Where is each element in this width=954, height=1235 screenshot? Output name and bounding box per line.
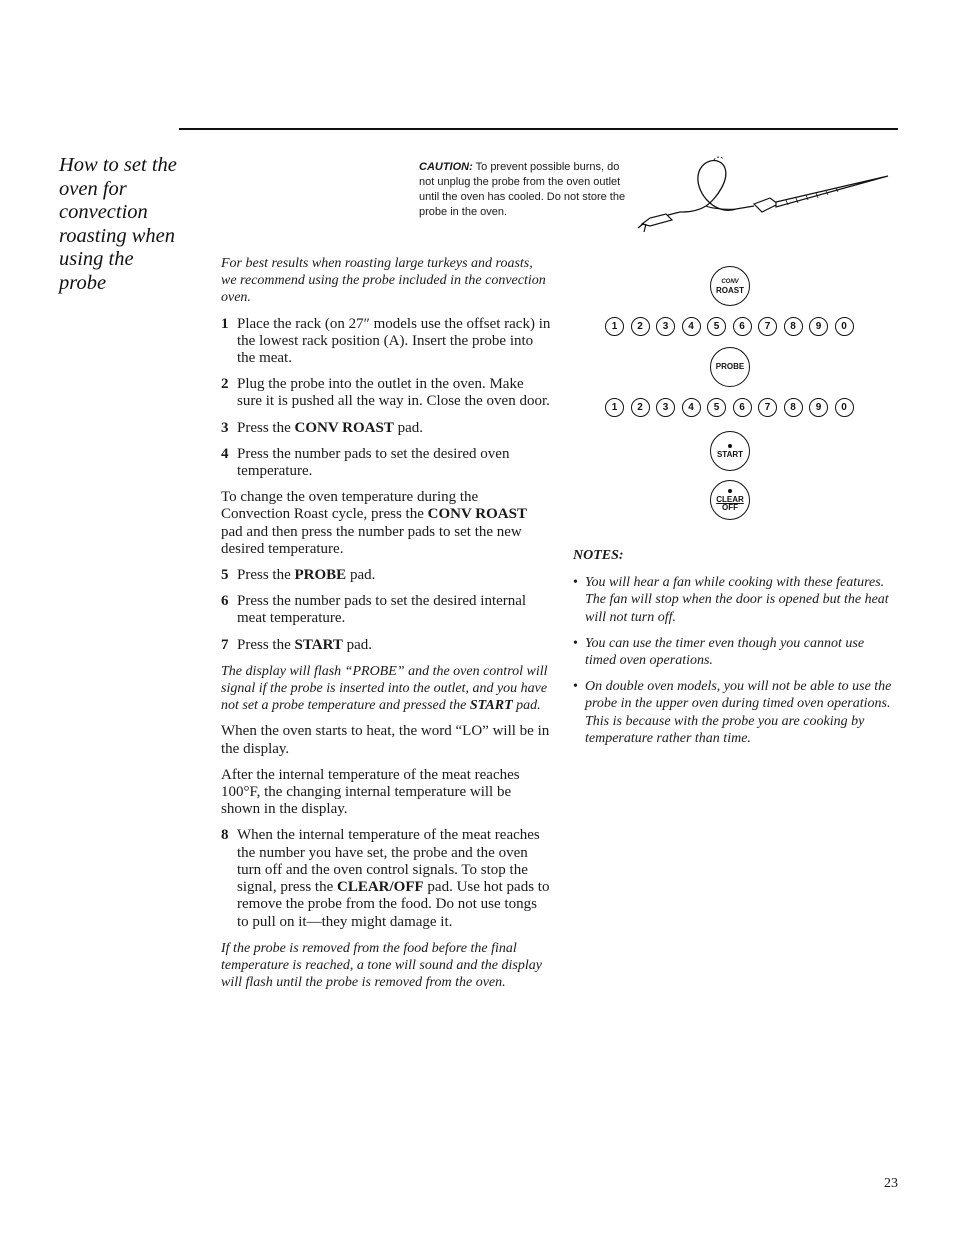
bullet-icon: •	[573, 679, 578, 695]
digit-pad-9: 9	[809, 398, 828, 417]
digit-pad-3: 3	[656, 317, 675, 336]
notes-heading: NOTES:	[573, 548, 624, 563]
instructions	[221, 255, 551, 1000]
step-text: When the internal temperature of the meat reaches the number you have set, the probe and the oven turn off and the oven control signals. To stop the signal, press the CLEAR/OFF pad. Use hot pads to remove the probe from the food. Do not use tongs to pull on it—they might damage it.	[237, 827, 550, 930]
step-text: Press the number pads to set the desired internal meat temperature.	[237, 593, 527, 627]
digit-pad-6: 6	[733, 317, 752, 336]
probe-illustration	[636, 154, 892, 236]
step-number: 6	[221, 593, 229, 610]
bullet-icon: •	[573, 635, 578, 651]
step-7	[221, 637, 551, 654]
step-number: 1	[221, 315, 229, 332]
step-text: Press the number pads to set the desired oven temperature.	[237, 445, 510, 480]
indicator-dot-icon	[728, 489, 732, 493]
clear-off-pad: CLEAR OFF	[710, 480, 750, 520]
step-8	[221, 827, 551, 930]
intro-text: For best results when roasting large turkeys and roasts, we recommend using the probe included in the convection oven.	[221, 256, 546, 306]
digit-pad-2: 2	[631, 398, 650, 417]
digit-pad-9: 9	[809, 317, 828, 336]
step-text: Plug the probe into the outlet in the oven. Make sure it is pushed all the way in. Close the oven door.	[237, 376, 550, 410]
bullet-icon: •	[573, 575, 578, 591]
clear-off-term: CLEAR/OFF	[336, 879, 424, 896]
page-number: 23	[884, 1176, 898, 1191]
digit-pad-5: 5	[707, 317, 726, 336]
digit-pad-1: 1	[605, 398, 624, 417]
digit-pad-8: 8	[784, 317, 803, 336]
digit-pad-6: 6	[733, 398, 752, 417]
notes-section	[573, 547, 898, 756]
conv-roast-term: CONV ROAST	[294, 419, 394, 436]
step-number: 2	[221, 376, 229, 393]
step-text: Press the PROBE pad.	[237, 567, 376, 584]
start-pad: START	[710, 431, 750, 471]
indicator-dot-icon	[728, 444, 732, 448]
step-1	[221, 316, 551, 368]
step-2	[221, 376, 551, 410]
step-number: 3	[221, 419, 229, 436]
probe-pad: PROBE	[710, 347, 750, 387]
digit-pad-8: 8	[784, 398, 803, 417]
digit-pad-4: 4	[682, 398, 701, 417]
conv-roast-pad: CONV ROAST	[710, 266, 750, 306]
digit-pad-7: 7	[758, 317, 777, 336]
change-temp-text: To change the oven temperature during the Convection Roast cycle, press the CONV ROAST pad and then press the number pads to set the new desired temperature.	[221, 489, 527, 557]
step-number: 7	[221, 636, 229, 653]
temp-note: After the internal temperature of the meat reaches 100°F, the changing internal temperature will be shown in the display.	[221, 766, 520, 818]
step-6	[221, 593, 551, 627]
digit-pad-7: 7	[758, 398, 777, 417]
caution-text: To prevent possible burns, do not unplug the probe from the oven outlet until the oven has cooled. Do not store the probe in the oven.	[419, 161, 626, 218]
digit-pad-3: 3	[656, 398, 675, 417]
control-panel-illustration	[600, 262, 860, 524]
step-3	[221, 420, 551, 437]
lo-note: When the oven starts to heat, the word “LO” will be in the display.	[221, 723, 550, 757]
digit-pad-5: 5	[707, 398, 726, 417]
section-title: How to set the oven for convection roasting when using the probe	[59, 154, 177, 294]
digit-pad-4: 4	[682, 317, 701, 336]
flash-note: The display will flash “PROBE” and the oven control will signal if the probe is inserted into the outlet, and you have not set a probe temperature and pressed the START pad.	[221, 663, 548, 714]
step-text: Place the rack (on 27″ models use the offset rack) in the lowest rack position (A). Insert the probe into the meat.	[237, 315, 551, 367]
removed-note: If the probe is removed from the food before the final temperature is reached, a tone will sound and the display will flash until the probe is removed from the oven.	[221, 940, 542, 991]
step-5	[221, 567, 551, 584]
step-text: Press the CONV ROAST pad.	[237, 419, 423, 436]
conv-roast-term: CONV ROAST	[427, 506, 527, 523]
digit-pad-0: 0	[835, 398, 854, 417]
note-item: • You can use the timer even though you cannot use timed oven operations.	[573, 635, 865, 669]
caution-note	[419, 160, 634, 220]
caution-label: CAUTION:	[419, 161, 473, 173]
digit-pad-2: 2	[631, 317, 650, 336]
note-item: • You will hear a fan while cooking with these features. The fan will stop when the door is opened but the heat will not turn off.	[573, 575, 889, 625]
step-4	[221, 446, 551, 480]
note-item: • On double oven models, you will not be able to use the probe in the upper oven during timed oven operations. This is because with the probe you are cooking by temperature rather than time.	[573, 679, 892, 746]
probe-term: PROBE	[294, 567, 347, 584]
start-term: START	[294, 636, 343, 653]
digit-pad-1: 1	[605, 317, 624, 336]
start-term: START	[469, 698, 513, 714]
step-text: Press the START pad.	[237, 636, 373, 653]
step-number: 4	[221, 445, 229, 462]
step-number: 8	[221, 827, 229, 844]
header-rule	[179, 128, 898, 130]
digit-pad-0: 0	[835, 317, 854, 336]
step-number: 5	[221, 567, 229, 584]
